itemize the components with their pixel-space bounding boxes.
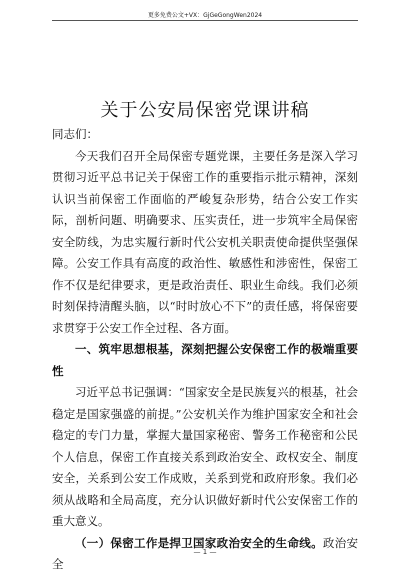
subsection-heading: （一）保密工作是捍卫国家政治安全的生命线。 [75, 535, 323, 550]
section-paragraph: 习近平总书记强调：“国家安全是民族复兴的根基，社会稳定是国家强盛的前提。”公安机关作为维护国家安全和社会稳定的专门力量，掌握大量国家秘密、警务工作秘密和公民个人信息，保密工作直接关系到政治安全、政权安全、制度安全，关系到公安工作成败，关系到党和政府形象。我们必须从战略和全局高度，充分认识做好新时代公安保密工作的重大意义。 [52, 385, 358, 528]
section-heading: 一、筑牢思想根基，深刻把握公安保密工作的极端重要性 [52, 342, 358, 378]
document-body [52, 124, 358, 576]
page-header: 更多免费公文+VX：GjGeGongWen2024 [147, 12, 263, 19]
salutation: 同志们： [52, 127, 98, 141]
page-number: — 1 — [193, 548, 217, 556]
subsection-text: 政治安全 [52, 535, 358, 571]
header-divider [52, 20, 358, 21]
intro-paragraph: 今天我们召开全局保密专题党课，主要任务是深入学习贯彻习近平总书记关于保密工作的重要指示批示精神，深刻认识当前保密工作面临的严峻复杂形势，结合公安工作实际，剖析问题、明确要求、压实责任，进一步筑牢全局保密安全防线，为忠实履行新时代公安机关职责使命提供坚强保障。公安工作具有高度的政治性、敏感性和涉密性，保密工作不仅是纪律要求，更是政治责任、职业生命线。我们必须时刻保持清醒头脑，以“时时放心不下”的责任感，将保密要求贯穿于公安工作全过程、各方面。 [52, 148, 358, 335]
document-title: 关于公安局保密党课讲稿 [100, 100, 310, 122]
